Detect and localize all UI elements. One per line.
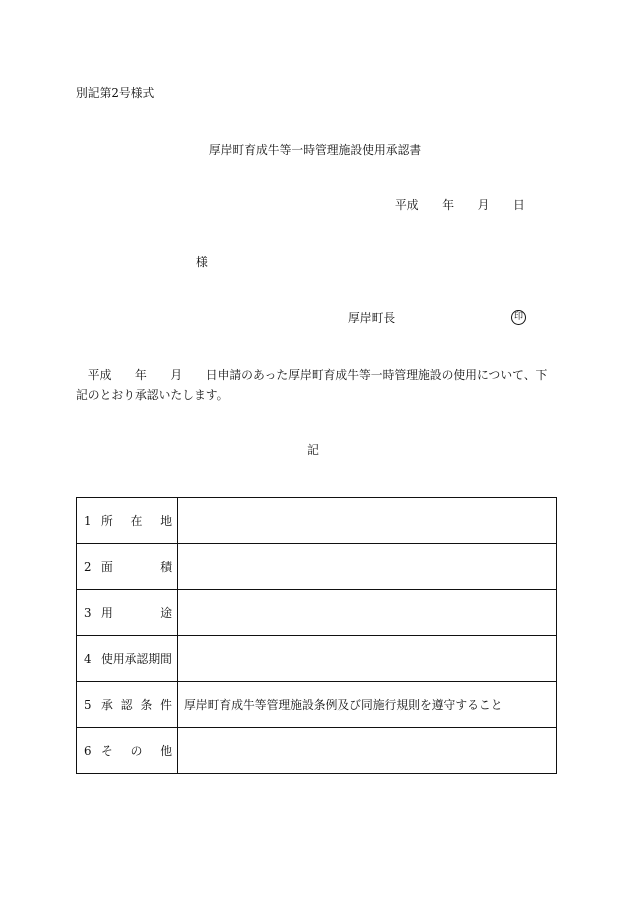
label-char: 承 xyxy=(124,651,137,666)
label-char: 用 xyxy=(101,605,113,620)
label-char: 積 xyxy=(160,559,172,574)
label-char: 在 xyxy=(130,513,143,528)
label-char: 認 xyxy=(136,651,149,666)
label-cell xyxy=(77,544,178,590)
value-cell: 厚岸町育成牛等管理施設条例及び同施行規則を遵守すること xyxy=(178,682,557,728)
body-text-line-2: 記のとおり承認いたします。 xyxy=(76,388,229,402)
date-line: 平成 年 月 日 xyxy=(395,198,525,212)
ki-heading: 記 xyxy=(307,443,319,457)
value-cell xyxy=(178,636,557,682)
label-char: そ xyxy=(101,743,113,758)
row-number: 4 xyxy=(84,651,92,666)
document-title: 厚岸町育成牛等一時管理施設使用承認書 xyxy=(208,143,422,157)
value-cell xyxy=(178,728,557,774)
row-label xyxy=(101,559,172,575)
approval-details-table xyxy=(76,497,557,774)
table-row xyxy=(77,728,557,774)
row-label xyxy=(101,697,172,713)
form-number-label: 別記第2号様式 xyxy=(76,86,155,100)
seal-mark-icon: 印 xyxy=(511,310,526,325)
table-row xyxy=(77,590,557,636)
body-text-line-1: 平成 年 月 日申請のあった厚岸町育成牛等一時管理施設の使用について、下 xyxy=(76,368,548,382)
label-cell xyxy=(77,498,178,544)
addressee-suffix: 様 xyxy=(196,255,208,269)
row-number: 2 xyxy=(84,559,92,574)
label-char: 他 xyxy=(160,743,172,758)
label-char: 条 xyxy=(140,697,153,712)
label-char: 認 xyxy=(120,697,133,712)
value-cell xyxy=(178,544,557,590)
row-number: 1 xyxy=(84,513,92,528)
label-cell xyxy=(77,728,178,774)
label-char: 地 xyxy=(160,513,172,528)
row-number: 6 xyxy=(84,743,92,758)
label-char: 途 xyxy=(160,605,172,620)
label-char: 期 xyxy=(148,651,161,666)
label-char: 間 xyxy=(160,651,172,666)
label-cell xyxy=(77,682,178,728)
label-cell xyxy=(77,590,178,636)
row-number: 3 xyxy=(84,605,92,620)
row-number: 5 xyxy=(84,697,92,712)
row-label xyxy=(101,605,172,621)
table-row xyxy=(77,544,557,590)
label-char: 使 xyxy=(101,651,113,666)
issuer-name: 厚岸町長 xyxy=(348,311,396,325)
label-char: 用 xyxy=(112,651,125,666)
table-row xyxy=(77,682,557,728)
label-char: 承 xyxy=(101,697,113,712)
value-cell xyxy=(178,590,557,636)
label-char: 件 xyxy=(160,697,172,712)
row-label xyxy=(101,651,172,667)
row-label xyxy=(101,743,172,759)
label-char: 面 xyxy=(101,559,113,574)
row-label xyxy=(101,513,172,529)
label-char: の xyxy=(130,743,143,758)
table-row xyxy=(77,636,557,682)
value-cell xyxy=(178,498,557,544)
label-cell xyxy=(77,636,178,682)
table-row xyxy=(77,498,557,544)
label-char: 所 xyxy=(101,513,113,528)
